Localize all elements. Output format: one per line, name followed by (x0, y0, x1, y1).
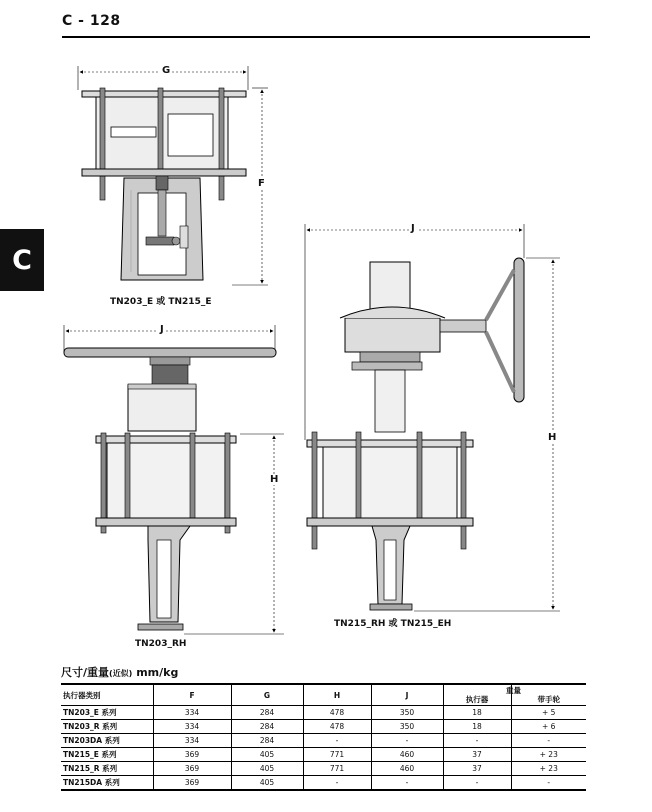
table-cell: TN203_R 系列 (61, 720, 153, 734)
table-cell: 771 (303, 748, 371, 762)
table-cell: 37 (443, 748, 511, 762)
table-row (61, 720, 586, 734)
table-cell: 369 (153, 762, 231, 776)
figure-right (305, 224, 560, 611)
table-cell: 405 (231, 776, 303, 791)
table-cell: 405 (231, 762, 303, 776)
figure-bottom-left (64, 325, 284, 634)
spec-table (61, 683, 586, 791)
header-cell: 执行器 (443, 684, 511, 706)
dim-label-g: G (162, 65, 171, 76)
table-cell: 284 (231, 734, 303, 748)
table-cell: 284 (231, 720, 303, 734)
table-cell: 284 (231, 706, 303, 720)
page-number: C - 128 (62, 13, 121, 29)
table-cell: TN215_R 系列 (61, 762, 153, 776)
table-row (61, 706, 586, 720)
table-cell: 478 (303, 720, 371, 734)
table-cell: 460 (371, 748, 443, 762)
table-title-main: 尺寸/重量 (61, 666, 110, 679)
table-cell: 460 (371, 762, 443, 776)
table-cell: 334 (153, 734, 231, 748)
table-cell: 18 (443, 706, 511, 720)
table-cell: 478 (303, 706, 371, 720)
table-cell: 334 (153, 720, 231, 734)
table-cell: 18 (443, 720, 511, 734)
table-cell: 405 (231, 748, 303, 762)
header-cell: H (303, 684, 371, 706)
table-header-row (61, 684, 586, 706)
header-cell: 执行器类别 (61, 684, 153, 706)
table-cell: TN203_E 系列 (61, 706, 153, 720)
table-cell: TN215_E 系列 (61, 748, 153, 762)
dim-label-j-left: J (160, 324, 164, 335)
dim-label-f: F (258, 178, 265, 189)
table-title (61, 664, 178, 680)
section-tab: C (0, 229, 44, 291)
header-cell: J (371, 684, 443, 706)
table-cell: + 23 (511, 748, 586, 762)
table-cell: + 23 (511, 762, 586, 776)
table-cell: TN203DA 系列 (61, 734, 153, 748)
table-cell: TN215DA 系列 (61, 776, 153, 791)
figure-top-left (78, 66, 268, 285)
table-cell: 369 (153, 776, 231, 791)
header-cell: G (231, 684, 303, 706)
caption-top-left: TN203_E 或 TN215_E (110, 297, 212, 307)
table-cell: - (371, 776, 443, 791)
table-row (61, 734, 586, 748)
table-cell: + 5 (511, 706, 586, 720)
table-cell: - (443, 734, 511, 748)
table-title-paren: (近似) (109, 669, 133, 678)
table-cell: - (371, 734, 443, 748)
caption-right: TN215_RH 或 TN215_EH (334, 619, 452, 629)
header-cell: F (153, 684, 231, 706)
dim-label-j-right: J (411, 223, 415, 234)
caption-bottom-left: TN203_RH (135, 639, 187, 649)
table-cell: + 6 (511, 720, 586, 734)
table-cell: - (303, 734, 371, 748)
table-cell: - (511, 776, 586, 791)
table-cell: - (303, 776, 371, 791)
table-cell: 350 (371, 706, 443, 720)
table-row (61, 762, 586, 776)
table-cell: 37 (443, 762, 511, 776)
table-cell: - (443, 776, 511, 791)
table-cell: 369 (153, 748, 231, 762)
table-cell: 771 (303, 762, 371, 776)
table-title-unit: mm/kg (136, 666, 179, 679)
table-row (61, 748, 586, 762)
table-cell: 334 (153, 706, 231, 720)
table-cell: 350 (371, 720, 443, 734)
dim-label-h-right: H (548, 432, 557, 443)
dim-label-h-left: H (270, 474, 279, 485)
weight-group-label: 重量 (506, 686, 521, 695)
header-cell: 带手轮 (511, 684, 586, 706)
table-row (61, 776, 586, 791)
table-cell: - (511, 734, 586, 748)
